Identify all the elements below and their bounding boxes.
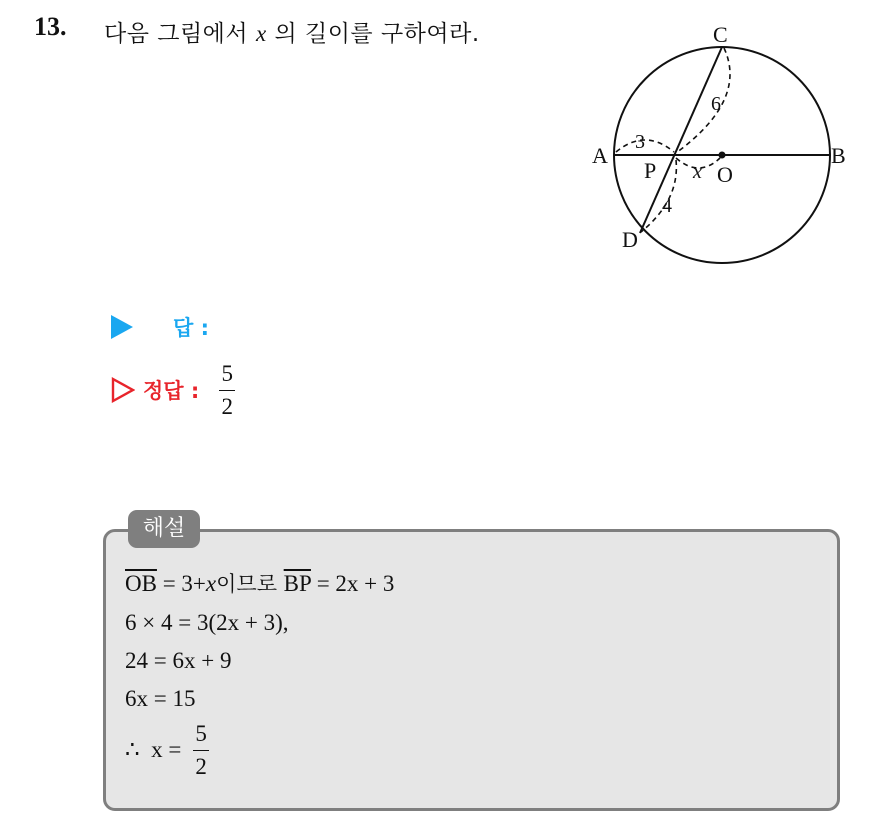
center-point bbox=[719, 152, 726, 159]
bracket-AP bbox=[616, 140, 674, 152]
fraction-denominator: 2 bbox=[221, 394, 234, 419]
label-x: x bbox=[693, 161, 702, 183]
solution-fraction bbox=[193, 722, 209, 778]
question-text bbox=[104, 15, 480, 48]
solution-tab: 해설 bbox=[128, 510, 200, 548]
solution-line-1 bbox=[125, 568, 394, 598]
solution-line-1-rhs: = 2x + 3 bbox=[310, 571, 395, 596]
bracket-PC bbox=[676, 48, 730, 153]
label-len-3: 3 bbox=[635, 131, 645, 153]
correct-answer-fraction bbox=[219, 362, 235, 418]
segment-BP: $\overline{BP}$ bbox=[283, 571, 311, 596]
label-O: O bbox=[717, 162, 733, 187]
circle-diagram bbox=[586, 20, 856, 282]
segment-OB: $\overline{OB}$ bbox=[125, 571, 157, 596]
label-B: B bbox=[831, 143, 846, 168]
solution-line-1-korean: 이므로 bbox=[216, 572, 284, 596]
question-text-after: 의 길이를 구하여라. bbox=[266, 21, 480, 47]
fraction-bar bbox=[219, 390, 235, 391]
solution-line-3: 24 = 6x + 9 bbox=[125, 648, 232, 673]
solution-line-1-var: x bbox=[205, 571, 217, 596]
label-D: D bbox=[622, 227, 638, 252]
answer-row bbox=[111, 312, 209, 342]
solution-line-2: 6 × 4 = 3(2x + 3), bbox=[125, 610, 289, 635]
answer-label: 답 : bbox=[173, 316, 209, 340]
solution-line-5 bbox=[125, 722, 209, 778]
play-icon bbox=[111, 315, 133, 339]
play-outline-icon bbox=[111, 377, 135, 403]
solution-fraction-den: 2 bbox=[195, 754, 207, 779]
question-text-before: 다음 그림에서 bbox=[104, 21, 256, 47]
question-number: 13. bbox=[34, 12, 67, 41]
label-C: C bbox=[713, 22, 728, 47]
solution-fraction-bar bbox=[193, 750, 209, 751]
solution-line-5-prefix: ∴ x = bbox=[125, 737, 188, 762]
question-variable: x bbox=[255, 21, 267, 46]
solution-line-1-eq: = 3+ bbox=[156, 571, 206, 596]
label-len-6: 6 bbox=[711, 93, 721, 115]
solution-line-4: 6x = 15 bbox=[125, 686, 196, 711]
correct-answer-label: 정답 : bbox=[143, 379, 200, 403]
fraction-numerator: 5 bbox=[221, 361, 234, 386]
label-P: P bbox=[644, 158, 657, 183]
solution-fraction-num: 5 bbox=[195, 721, 207, 746]
correct-answer-row bbox=[111, 362, 235, 418]
label-len-4: 4 bbox=[662, 195, 672, 217]
label-A: A bbox=[592, 143, 608, 168]
